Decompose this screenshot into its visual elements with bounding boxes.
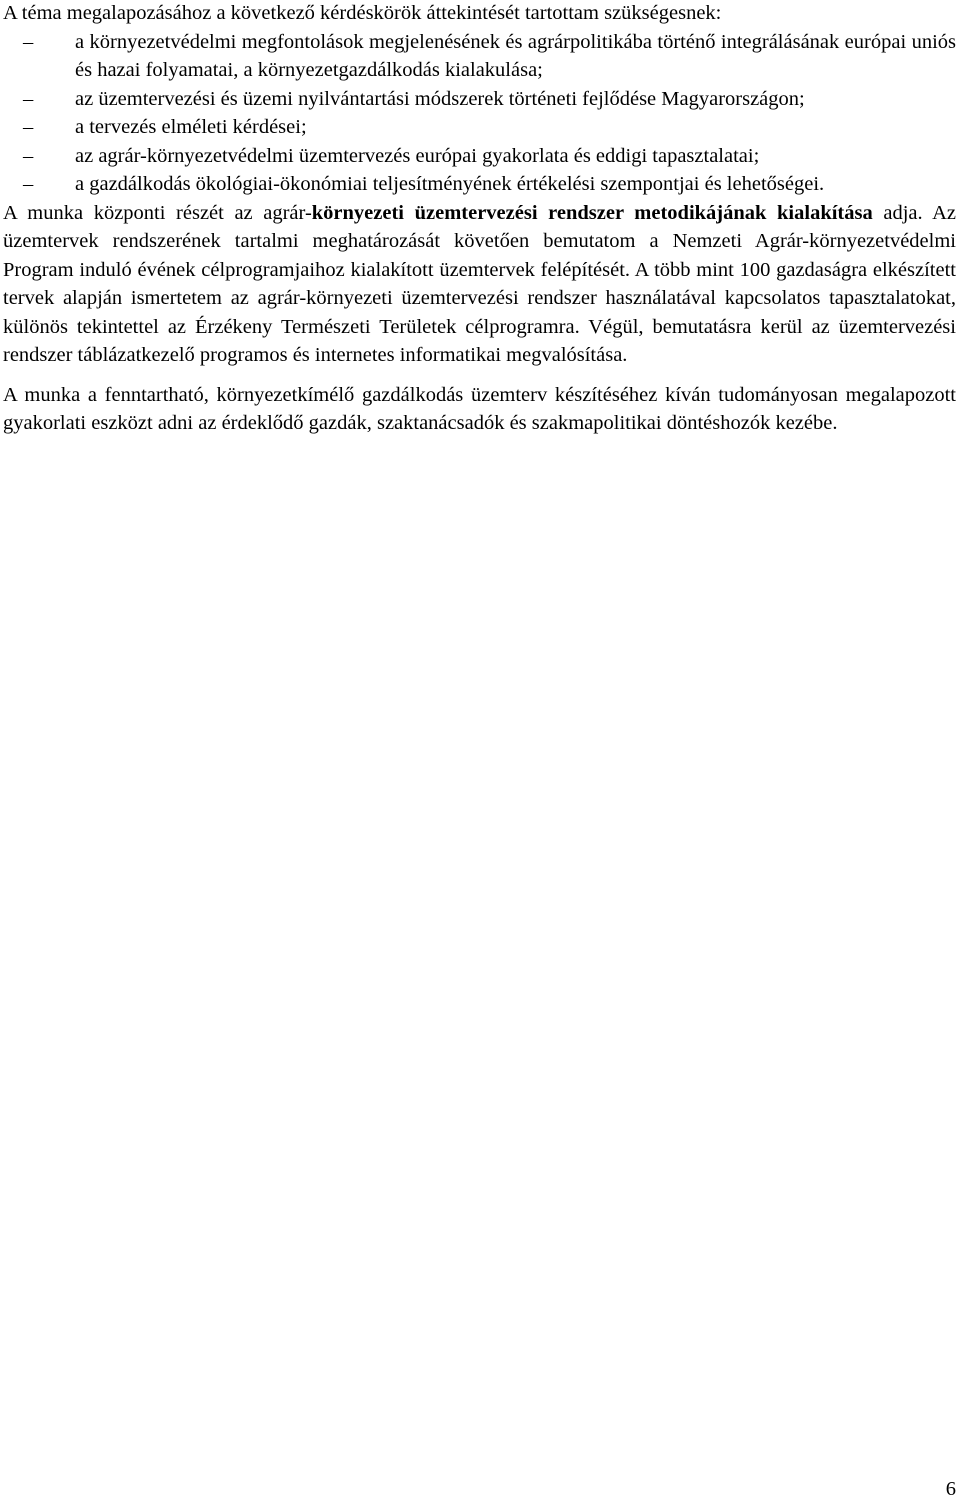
- dash-bullet: –: [23, 116, 34, 138]
- paragraph-spacer: [3, 370, 956, 381]
- dash-bullet: –: [23, 144, 34, 167]
- list-item: [3, 85, 956, 114]
- document-page: [3, 0, 956, 438]
- main-paragraph: [3, 199, 956, 370]
- main-paragraph-start: A munka központi részét az agrár-: [3, 201, 312, 224]
- list-item: [3, 170, 956, 199]
- dash-bullet: –: [23, 173, 34, 195]
- list-item-text: az üzemtervezési és üzemi nyilvántartási módszerek történeti fejlődése Magyarországon;: [75, 87, 805, 110]
- main-paragraph-emphasis: környezeti üzemtervezési rendszer metodikájának kialakítása: [311, 201, 873, 224]
- topic-list: [3, 28, 956, 199]
- list-item: [3, 142, 956, 171]
- list-item-text: az agrár-környezetvédelmi üzemtervezés európai gyakorlata és eddigi tapasztalatai;: [75, 144, 760, 167]
- closing-paragraph: A munka a fenntartható, környezetkímélő gazdálkodás üzemterv készítéséhez kíván tudományosan megalapozott gyakorlati eszközt adni az érdeklődő gazdák, szaktanácsadók és szakmapolitikai döntéshozók kezébe.: [3, 383, 956, 434]
- list-item: [3, 113, 956, 142]
- main-paragraph-rest: adja. Az üzemtervek rendszerének tartalmi meghatározását követően bemutatom a Nemzeti Agrár-környezetvédelmi Program induló évének célprogramjaihoz kialakított üzemtervek felépítését. A több mint 100 gazdaságra elkészített tervek alapján ismertetem az agrár-környezeti üzemtervezési rendszer használatával kapcsolatos tapasztalatokat, különös tekintettel az Érzékeny Természeti Területek célprogramra. Végül, bemutatásra kerül az üzemtervezési rendszer táblázatkezelő programos és internetes informatikai megvalósítása.: [3, 201, 956, 366]
- intro-paragraph: A téma megalapozásához a következő kérdéskörök áttekintését tartottam szükségesnek:: [3, 2, 722, 24]
- list-item-text: a környezetvédelmi megfontolások megjelenésének és agrárpolitikába történő integrálásának európai uniós és hazai folyamatai, a környezetgazdálkodás kialakulása;: [75, 30, 956, 81]
- list-item-text: a tervezés elméleti kérdései;: [75, 116, 307, 138]
- dash-bullet: –: [23, 87, 34, 110]
- page-number: 6: [945, 1478, 956, 1500]
- dash-bullet: –: [23, 30, 34, 53]
- list-item-text: a gazdálkodás ökológiai-ökonómiai teljesítményének értékelési szempontjai és lehetőségei.: [75, 173, 825, 195]
- list-item: [3, 28, 956, 85]
